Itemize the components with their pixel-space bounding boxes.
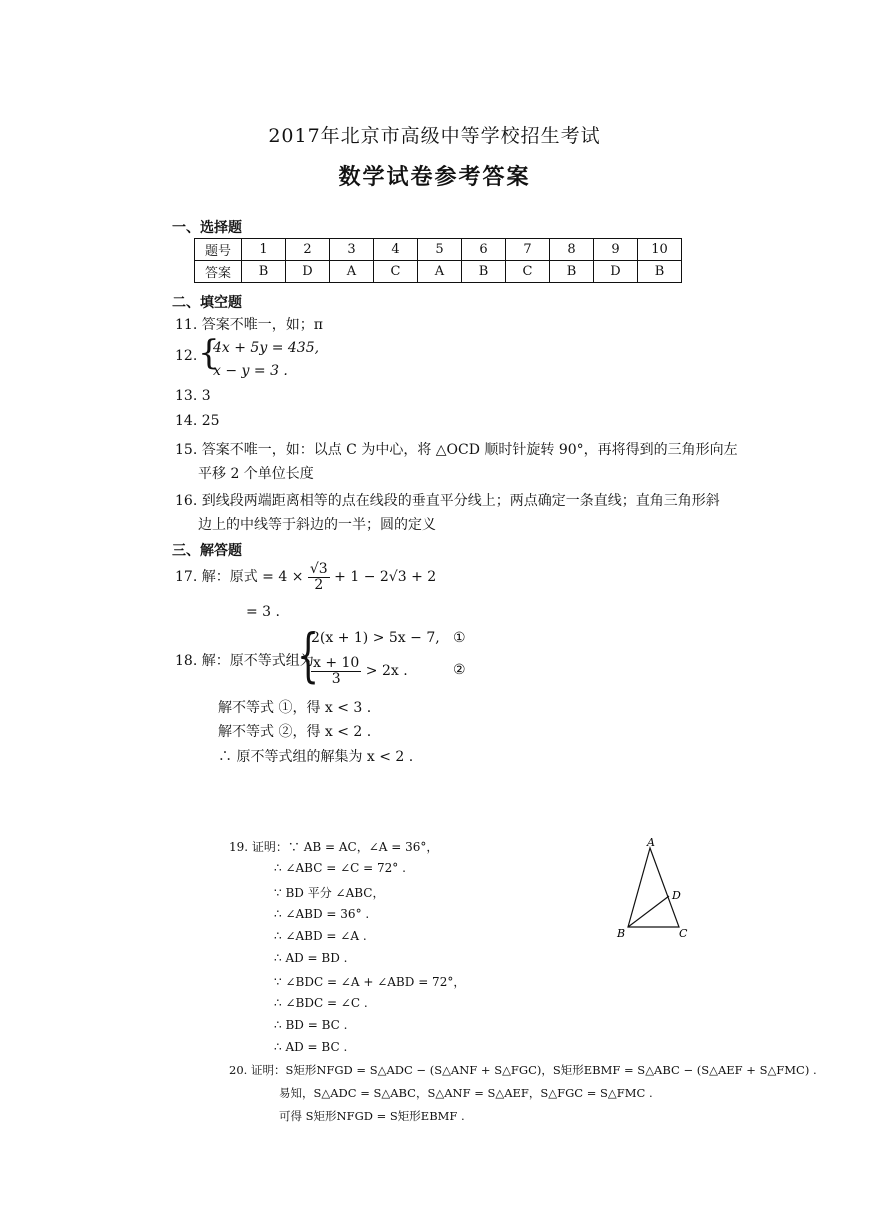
answer-17-suffix: + 1 − 2√3 + 2: [334, 569, 437, 586]
vertex-label-c: C: [679, 927, 688, 940]
table-cell: D: [594, 261, 638, 283]
answer-17-prefix: 17. 解：原式 = 4 ×: [175, 569, 304, 586]
proof-20-line1: 20. 证明：S矩形NFGD = S△ADC − (S△ANF + S△FGC)，S矩形EBMF = S△ABC − (S△AEF + S△FMC) .: [229, 1063, 817, 1077]
proof-19-line: ∴ ∠ABC = ∠C = 72° .: [274, 861, 406, 875]
table-cell: 10: [638, 239, 682, 261]
table-cell: C: [374, 261, 418, 283]
ineq2-rest: > 2x .: [365, 663, 408, 680]
table-cell: C: [506, 261, 550, 283]
proof-19-line: ∴ AD = BD .: [274, 951, 348, 965]
system-brace-12: {: [198, 333, 220, 373]
fraction: [308, 562, 330, 592]
answer-key-title: 数学试卷参考答案: [338, 165, 531, 190]
table-cell: 4: [374, 239, 418, 261]
table-cell: 9: [594, 239, 638, 261]
triangle-figure: [612, 836, 692, 942]
answer-11: 11. 答案不唯一，如；π: [175, 317, 323, 333]
vertex-label-b: B: [617, 927, 626, 940]
table-cell: 1: [242, 239, 286, 261]
proof-19-line: ∴ BD = BC .: [274, 1018, 348, 1032]
segment-bd: [628, 896, 669, 927]
answer-18-prefix: 18. 解：原不等式组为: [175, 653, 314, 669]
section-heading-choice: 一、选择题: [172, 220, 242, 236]
vertex-label-d: D: [672, 889, 681, 902]
table-cell: B: [462, 261, 506, 283]
proof-19-line: ∴ AD = BC .: [274, 1040, 348, 1054]
table-cell: A: [418, 261, 462, 283]
proof-19-line: ∴ ∠ABD = 36° .: [274, 907, 370, 921]
circled-one: ①: [453, 630, 466, 646]
row-label-number: 题号: [195, 239, 242, 261]
row-label-answer: 答案: [195, 261, 242, 283]
answer-17-line1: [175, 562, 436, 592]
table-cell: B: [638, 261, 682, 283]
answer-13: 13. 3: [175, 388, 211, 404]
table-cell: B: [242, 261, 286, 283]
vertex-label-a: A: [647, 836, 655, 849]
answer-18-ineq1: 2(x + 1) > 5x − 7,: [311, 630, 440, 646]
choice-answer-table: [194, 238, 682, 283]
answer-17-line2: = 3 .: [246, 604, 280, 620]
answer-12-line2: x − y = 3 .: [213, 363, 288, 379]
section-heading-solve: 三、解答题: [172, 543, 242, 559]
answer-18-step3: ∴ 原不等式组的解集为 x < 2 .: [218, 749, 414, 765]
circled-two: ②: [453, 662, 466, 678]
system-brace-18: {: [297, 621, 320, 689]
table-row: [195, 261, 682, 283]
table-cell: B: [550, 261, 594, 283]
fraction-numerator: x + 10: [313, 655, 360, 671]
table-row: [195, 239, 682, 261]
answer-12-line1: 4x + 5y = 435,: [213, 340, 320, 356]
table-cell: 7: [506, 239, 550, 261]
proof-19-line: 19. 证明：∵ AB = AC，∠A = 36°，: [229, 840, 439, 854]
answer-18-step2: 解不等式 ②，得 x < 2 .: [218, 724, 372, 740]
fraction-denominator: 2: [314, 576, 324, 593]
proof-19-line: ∴ ∠BDC = ∠C .: [274, 996, 368, 1010]
answer-15-line2: 平移 2 个单位长度: [198, 466, 314, 482]
proof-19-line: ∵ BD 平分 ∠ABC，: [274, 886, 385, 900]
answer-18-step1: 解不等式 ①，得 x < 3 .: [218, 700, 372, 716]
triangle-abc: [628, 848, 679, 927]
proof-20-line3: 可得 S矩形NFGD = S矩形EBMF .: [279, 1109, 465, 1123]
proof-20-line2: 易知，S△ADC = S△ABC，S△ANF = S△AEF，S△FGC = S△FMC .: [279, 1086, 653, 1100]
answer-12-number: 12.: [175, 348, 198, 364]
section-heading-fill: 二、填空题: [172, 295, 242, 311]
table-cell: A: [330, 261, 374, 283]
answer-15-line1: 15. 答案不唯一，如：以点 C 为中心，将 △OCD 顺时针旋转 90°，再将得到的三角形向左: [175, 442, 738, 458]
table-cell: 6: [462, 239, 506, 261]
answer-18-ineq2: [311, 656, 408, 686]
table-cell: 5: [418, 239, 462, 261]
table-cell: 2: [286, 239, 330, 261]
table-cell: 3: [330, 239, 374, 261]
proof-19-line: ∵ ∠BDC = ∠A + ∠ABD = 72°，: [274, 975, 466, 989]
answer-14: 14. 25: [175, 413, 220, 429]
fraction: [311, 656, 361, 686]
fraction-denominator: 3: [331, 670, 341, 687]
exam-title: 2017年北京市高级中等学校招生考试: [268, 125, 601, 147]
table-cell: D: [286, 261, 330, 283]
fraction-numerator: √3: [309, 561, 328, 577]
answer-16-line2: 边上的中线等于斜边的一半；圆的定义: [198, 517, 436, 533]
answer-16-line1: 16. 到线段两端距离相等的点在线段的垂直平分线上；两点确定一条直线；直角三角形斜: [175, 493, 720, 509]
table-cell: 8: [550, 239, 594, 261]
proof-19-line: ∴ ∠ABD = ∠A .: [274, 929, 367, 943]
